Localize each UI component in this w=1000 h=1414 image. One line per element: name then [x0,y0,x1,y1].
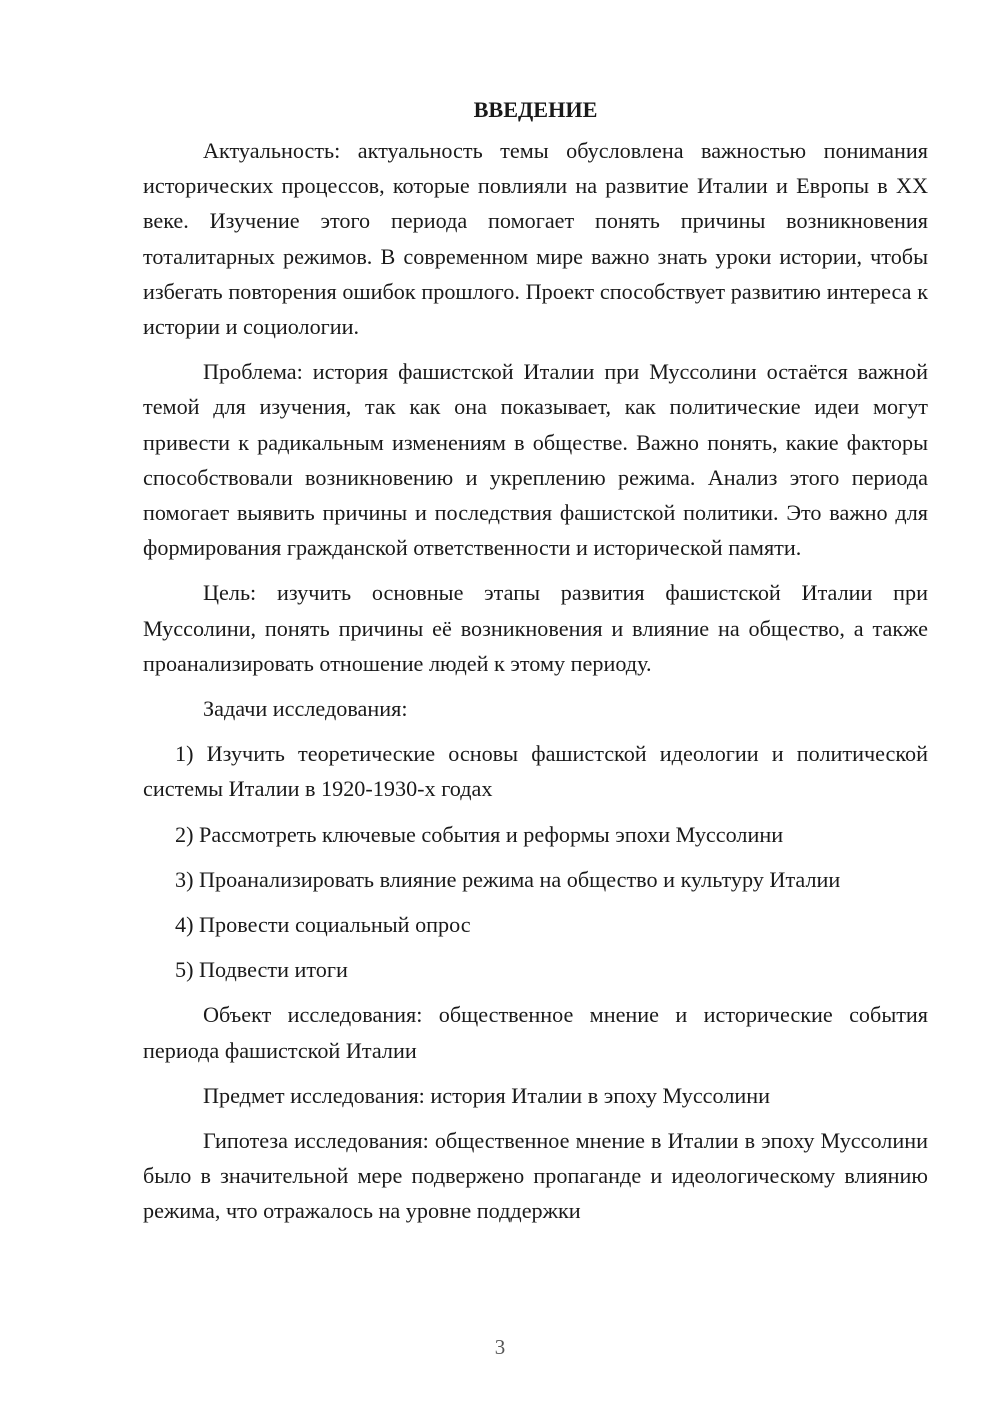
page-number: 3 [494,1335,506,1359]
goal-paragraph: Цель: изучить основные этапы развития фашистской Италии при Муссолини, понять причины её возникновения и влияние на общество, а также проанализировать отношение людей к этому периоду. [143,580,928,676]
task-item-3: 3) Проанализировать влияние режима на общество и культуру Италии [175,866,841,892]
task-item-5: 5) Подвести итоги [175,957,348,983]
task-item-1: 1) Изучить теоретические основы фашистской идеологии и политической системы Италии в 1920-1930-х годах [143,741,928,802]
hypothesis-paragraph: Гипотеза исследования: общественное мнение в Италии в эпоху Муссолини было в значительной мере подвержено пропаганде и идеологическому влиянию режима, что отражалось на уровне поддержки [143,1128,928,1224]
problem-paragraph: Проблема: история фашистской Италии при Муссолини остаётся важной темой для изучения, так как она показывает, как политические идеи могут привести к радикальным изменениям в обществе. Важно понять, какие факторы способствовали возникновению и укреплению режима. Анализ этого периода помогает выявить причины и последствия фашистской политики. Это важно для формирования гражданской ответственности и исторической памяти. [143,359,928,561]
task-item-2: 2) Рассмотреть ключевые события и реформы эпохи Муссолини [175,821,784,847]
document-page [143,92,928,1239]
tasks-heading: Задачи исследования: [203,696,408,722]
object-paragraph: Объект исследования: общественное мнение и исторические события периода фашистской Италии [143,1002,928,1063]
relevance-paragraph: Актуальность: актуальность темы обусловлена важностью понимания исторических процессов, которые повлияли на развитие Италии и Европы в XX веке. Изучение этого периода помогает понять причины возникновения тоталитарных режимов. В современном мире важно знать уроки истории, чтобы избегать повторения ошибок прошлого. Проект способствует развитию интереса к истории и социологии. [143,138,928,340]
task-item-4: 4) Провести социальный опрос [175,912,471,938]
subject-paragraph: Предмет исследования: история Италии в эпоху Муссолини [203,1082,771,1108]
tasks-list [143,736,928,987]
page-title: ВВЕДЕНИЕ [473,97,598,122]
